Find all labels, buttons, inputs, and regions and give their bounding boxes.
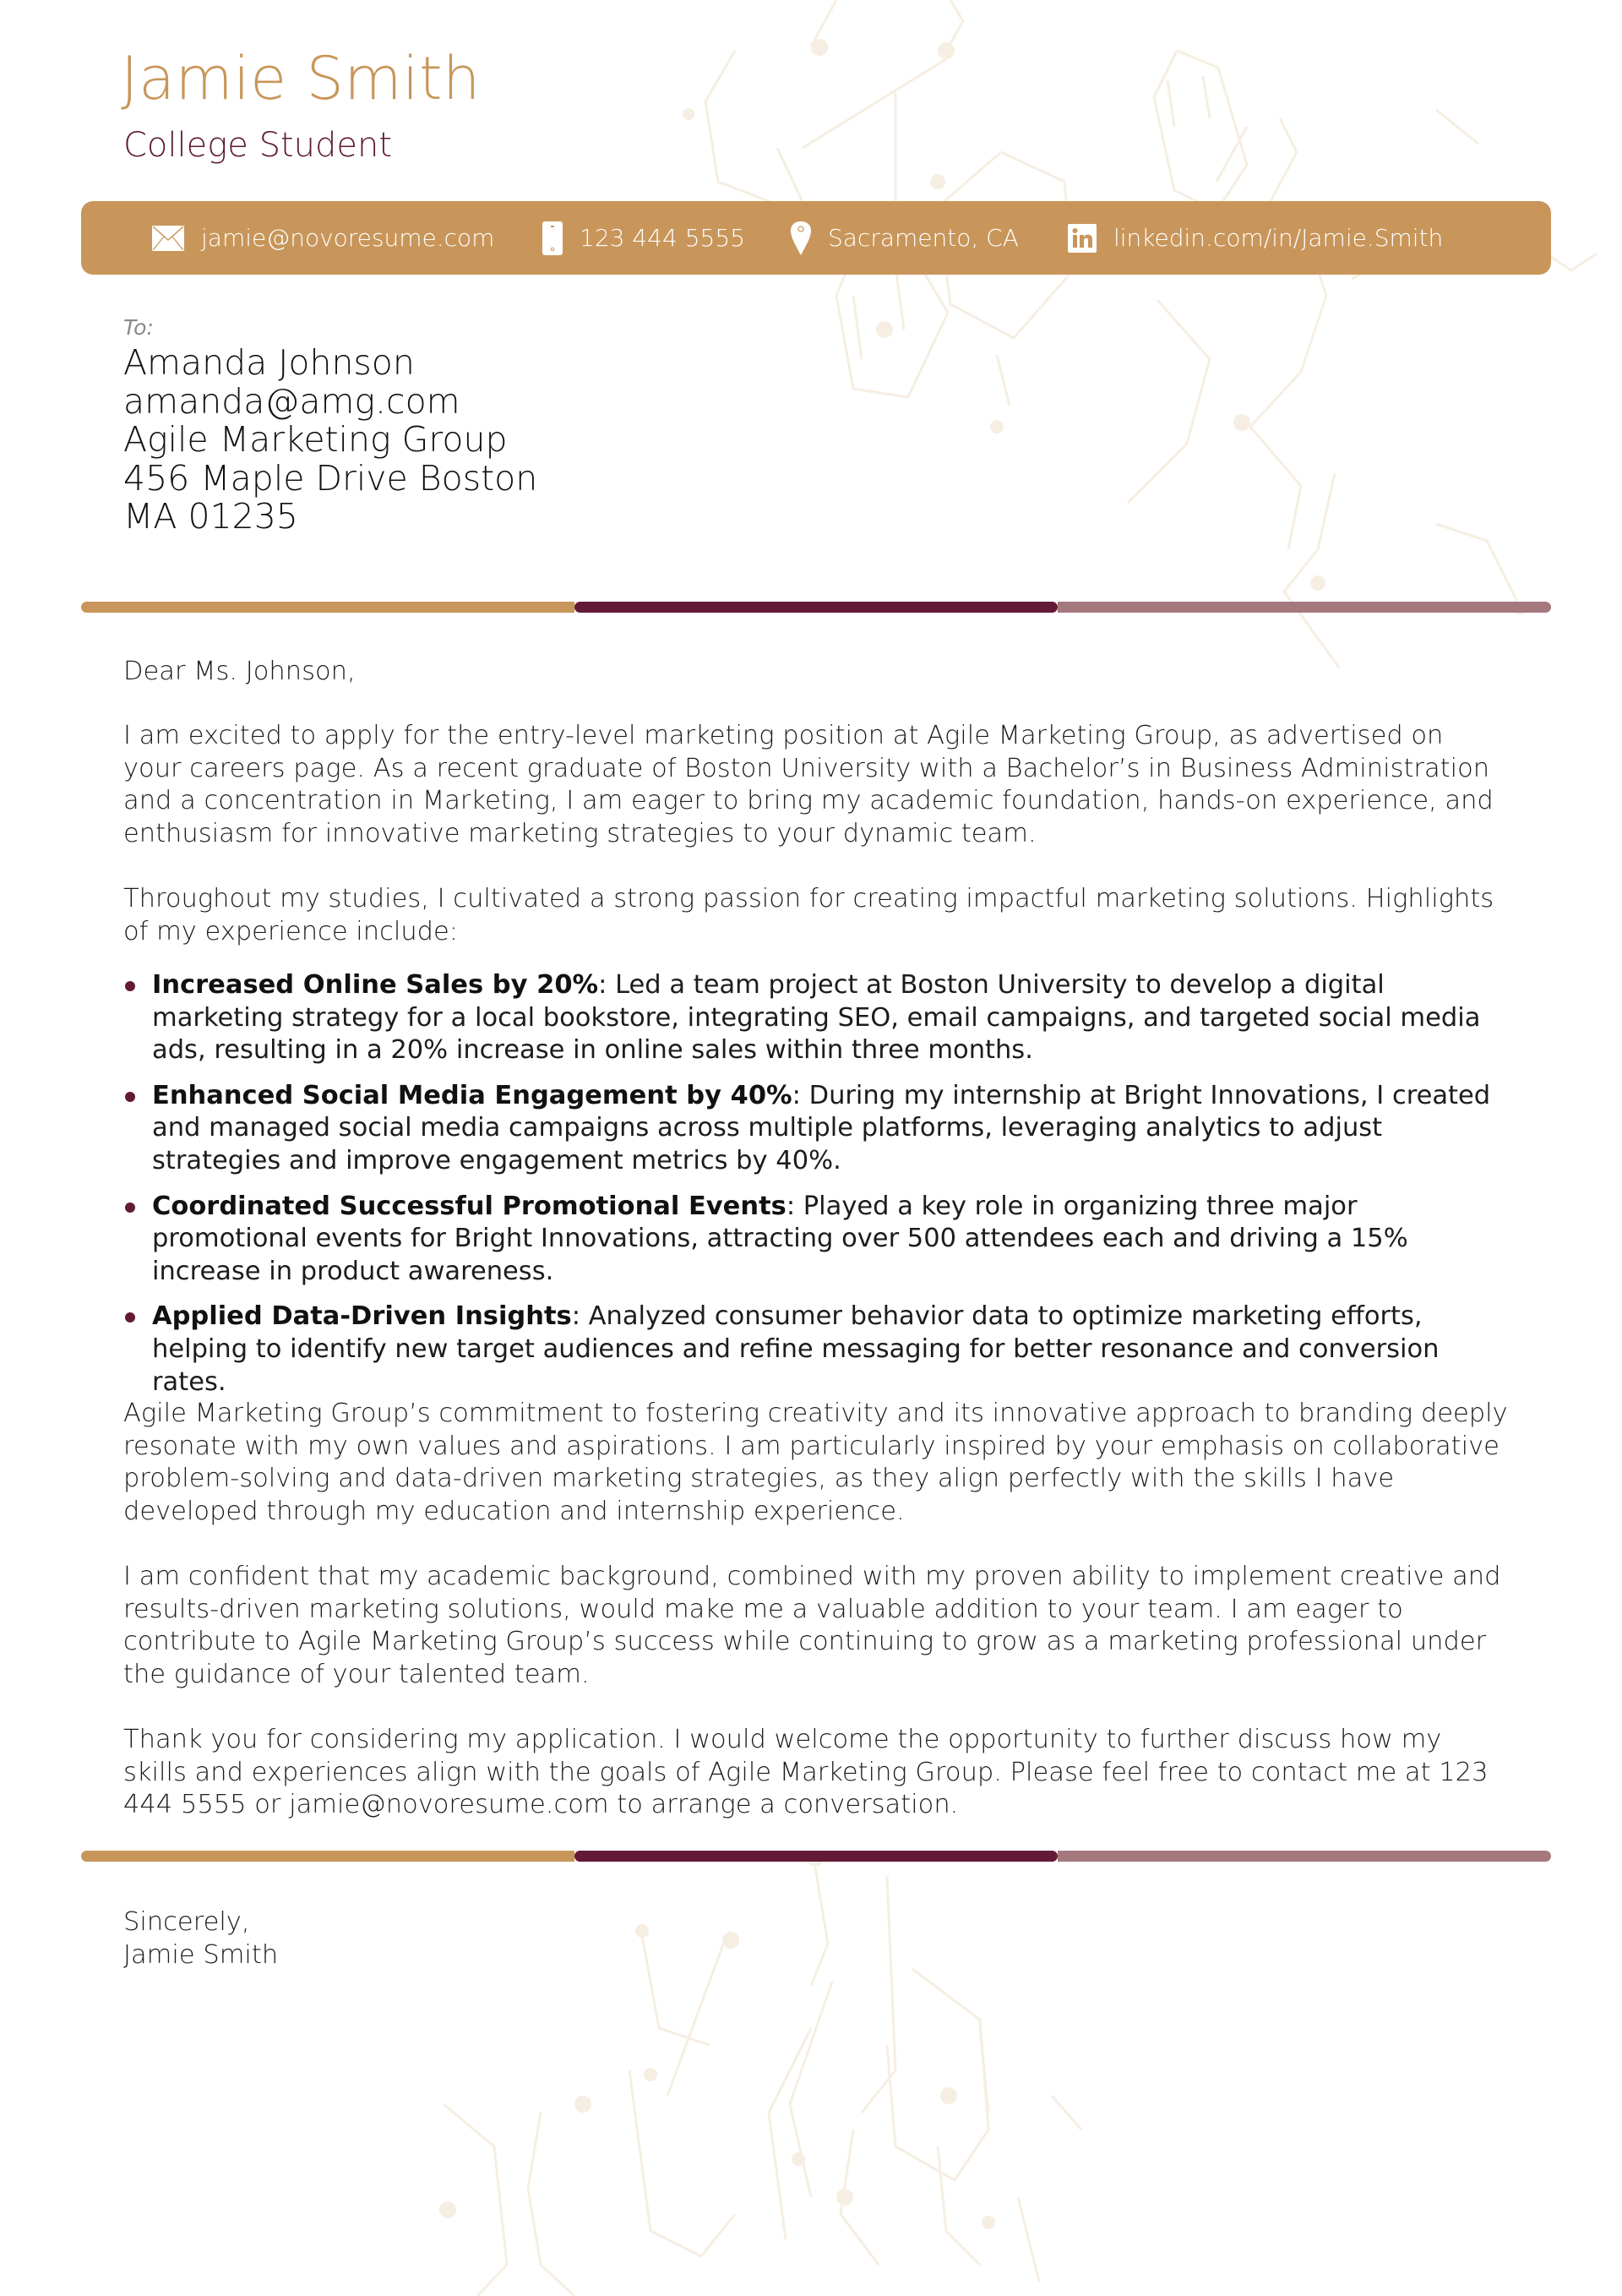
section-divider-bottom <box>81 1851 1551 1862</box>
applicant-name: Jamie Smith <box>121 44 481 113</box>
contact-bar <box>81 201 1551 275</box>
paragraph-text: Throughout my studies, I cultivated a strong passion for creating impactful marketing solutions. Highlights of my experience include: <box>123 884 1494 946</box>
recipient-street: 456 Maple Drive Boston <box>123 457 538 499</box>
letter-paragraph-highlights-intro <box>123 883 1509 948</box>
contact-location <box>791 201 1019 275</box>
list-item <box>123 969 1509 1067</box>
highlight-text: : Played a key role in organizing three major promotional events for Bright Innovations, attracting over 500 attendees each and driving a 15% increase in product awareness. <box>152 1191 1408 1286</box>
divider-segment-maroon <box>574 1851 1058 1862</box>
contact-linkedin-text: linkedin.com/in/Jamie.Smith <box>1113 224 1444 252</box>
paragraph-text: I am confident that my academic background, combined with my proven ability to implement creative and results-driven marketing solutions, would make me a valuable addition to your team. I am eager to contribute to Agile Marketing Group’s success while continuing to grow as a marketing professional under the guidance of your talented team. <box>123 1562 1501 1689</box>
contact-phone-text: 123 444 5555 <box>580 224 745 252</box>
linkedin-icon <box>1068 224 1097 253</box>
contact-phone[interactable] <box>542 201 745 275</box>
contact-location-text: Sacramento, CA <box>828 224 1019 252</box>
highlight-text: : During my internship at Bright Innovations, I created and managed social media campaigns across multiple platforms, leveraging analytics to adjust strategies and improve engagement metrics by 40%. <box>152 1080 1491 1175</box>
recipient-block <box>123 344 537 537</box>
closing-block <box>123 1906 1509 1972</box>
recipient-label: To: <box>123 315 154 340</box>
highlight-title: Increased Online Sales by 20% <box>152 970 599 1000</box>
bullet-icon <box>125 981 135 991</box>
location-pin-icon <box>791 221 811 255</box>
paragraph-text: I am excited to apply for the entry-level marketing position at Agile Marketing Group, as advertised on your careers page. As a recent graduate of Boston University with a Bachelor’s in Business Administration and a concentration in Marketing, I am eager to bring my academic foundation, hands-on experience, and enthusiasm for innovative marketing strategies to your dynamic team. <box>123 721 1494 848</box>
divider-segment-mauve <box>1058 602 1551 613</box>
highlight-title: Coordinated Successful Promotional Events <box>152 1191 787 1221</box>
highlight-title: Applied Data-Driven Insights <box>152 1301 572 1332</box>
list-item <box>123 1301 1509 1399</box>
signature-name: Jamie Smith <box>123 1939 279 1970</box>
bullet-icon <box>125 1203 135 1213</box>
paragraph-text: Agile Marketing Group’s commitment to fostering creativity and its innovative approach to branding deeply resonate with my own values and aspirations. I am particularly inspired by your emphasis on collaborative problem-solving and data-driven marketing strategies, as they align perfectly with the skills I have developed through my education and internship experience. <box>123 1399 1508 1526</box>
salutation: Dear Ms. Johnson, <box>123 657 356 686</box>
letter-paragraph-thanks <box>123 1724 1509 1822</box>
highlight-text: : Led a team project at Boston University to develop a digital marketing strategy for a local bookstore, integrating SEO, email campaigns, and targeted social media ads, resulting in a 20% increase in online sales within three months. <box>152 970 1481 1066</box>
recipient-name: Amanda Johnson <box>123 342 415 383</box>
envelope-icon <box>152 226 184 251</box>
applicant-title: College Student <box>123 126 393 165</box>
contact-email[interactable] <box>152 201 494 275</box>
recipient-state-zip: MA 01235 <box>123 496 298 537</box>
list-item <box>123 1080 1509 1178</box>
highlight-title: Enhanced Social Media Engagement by 40% <box>152 1080 792 1110</box>
highlights-list <box>123 969 1509 1411</box>
bullet-icon <box>125 1092 135 1102</box>
divider-segment-gold <box>81 602 574 613</box>
contact-linkedin[interactable] <box>1068 201 1443 275</box>
recipient-email: amanda@amg.com <box>123 380 460 422</box>
recipient-company: Agile Marketing Group <box>123 419 508 460</box>
highlight-text: : Analyzed consumer behavior data to optimize marketing efforts, helping to identify new target audiences and refine messaging for better resonance and conversion rates. <box>152 1301 1440 1397</box>
list-item <box>123 1191 1509 1289</box>
letter-paragraph-company-fit <box>123 1398 1509 1528</box>
paragraph-text: Thank you for considering my application. I would welcome the opportunity to further discuss how my skills and experiences align with the goals of Agile Marketing Group. Please feel free to contact me at 123 444 5555 or jamie@novoresume.com to arrange a conversation. <box>123 1725 1489 1820</box>
bullet-icon <box>125 1312 135 1323</box>
closing-phrase: Sincerely, <box>123 1907 250 1937</box>
section-divider-top <box>81 602 1551 613</box>
divider-segment-maroon <box>574 602 1058 613</box>
letter-paragraph-confidence <box>123 1561 1509 1691</box>
letter-paragraph-intro <box>123 720 1509 850</box>
divider-segment-gold <box>81 1851 574 1862</box>
divider-segment-mauve <box>1058 1851 1551 1862</box>
phone-icon <box>542 221 563 255</box>
contact-email-text: jamie@novoresume.com <box>201 224 495 252</box>
